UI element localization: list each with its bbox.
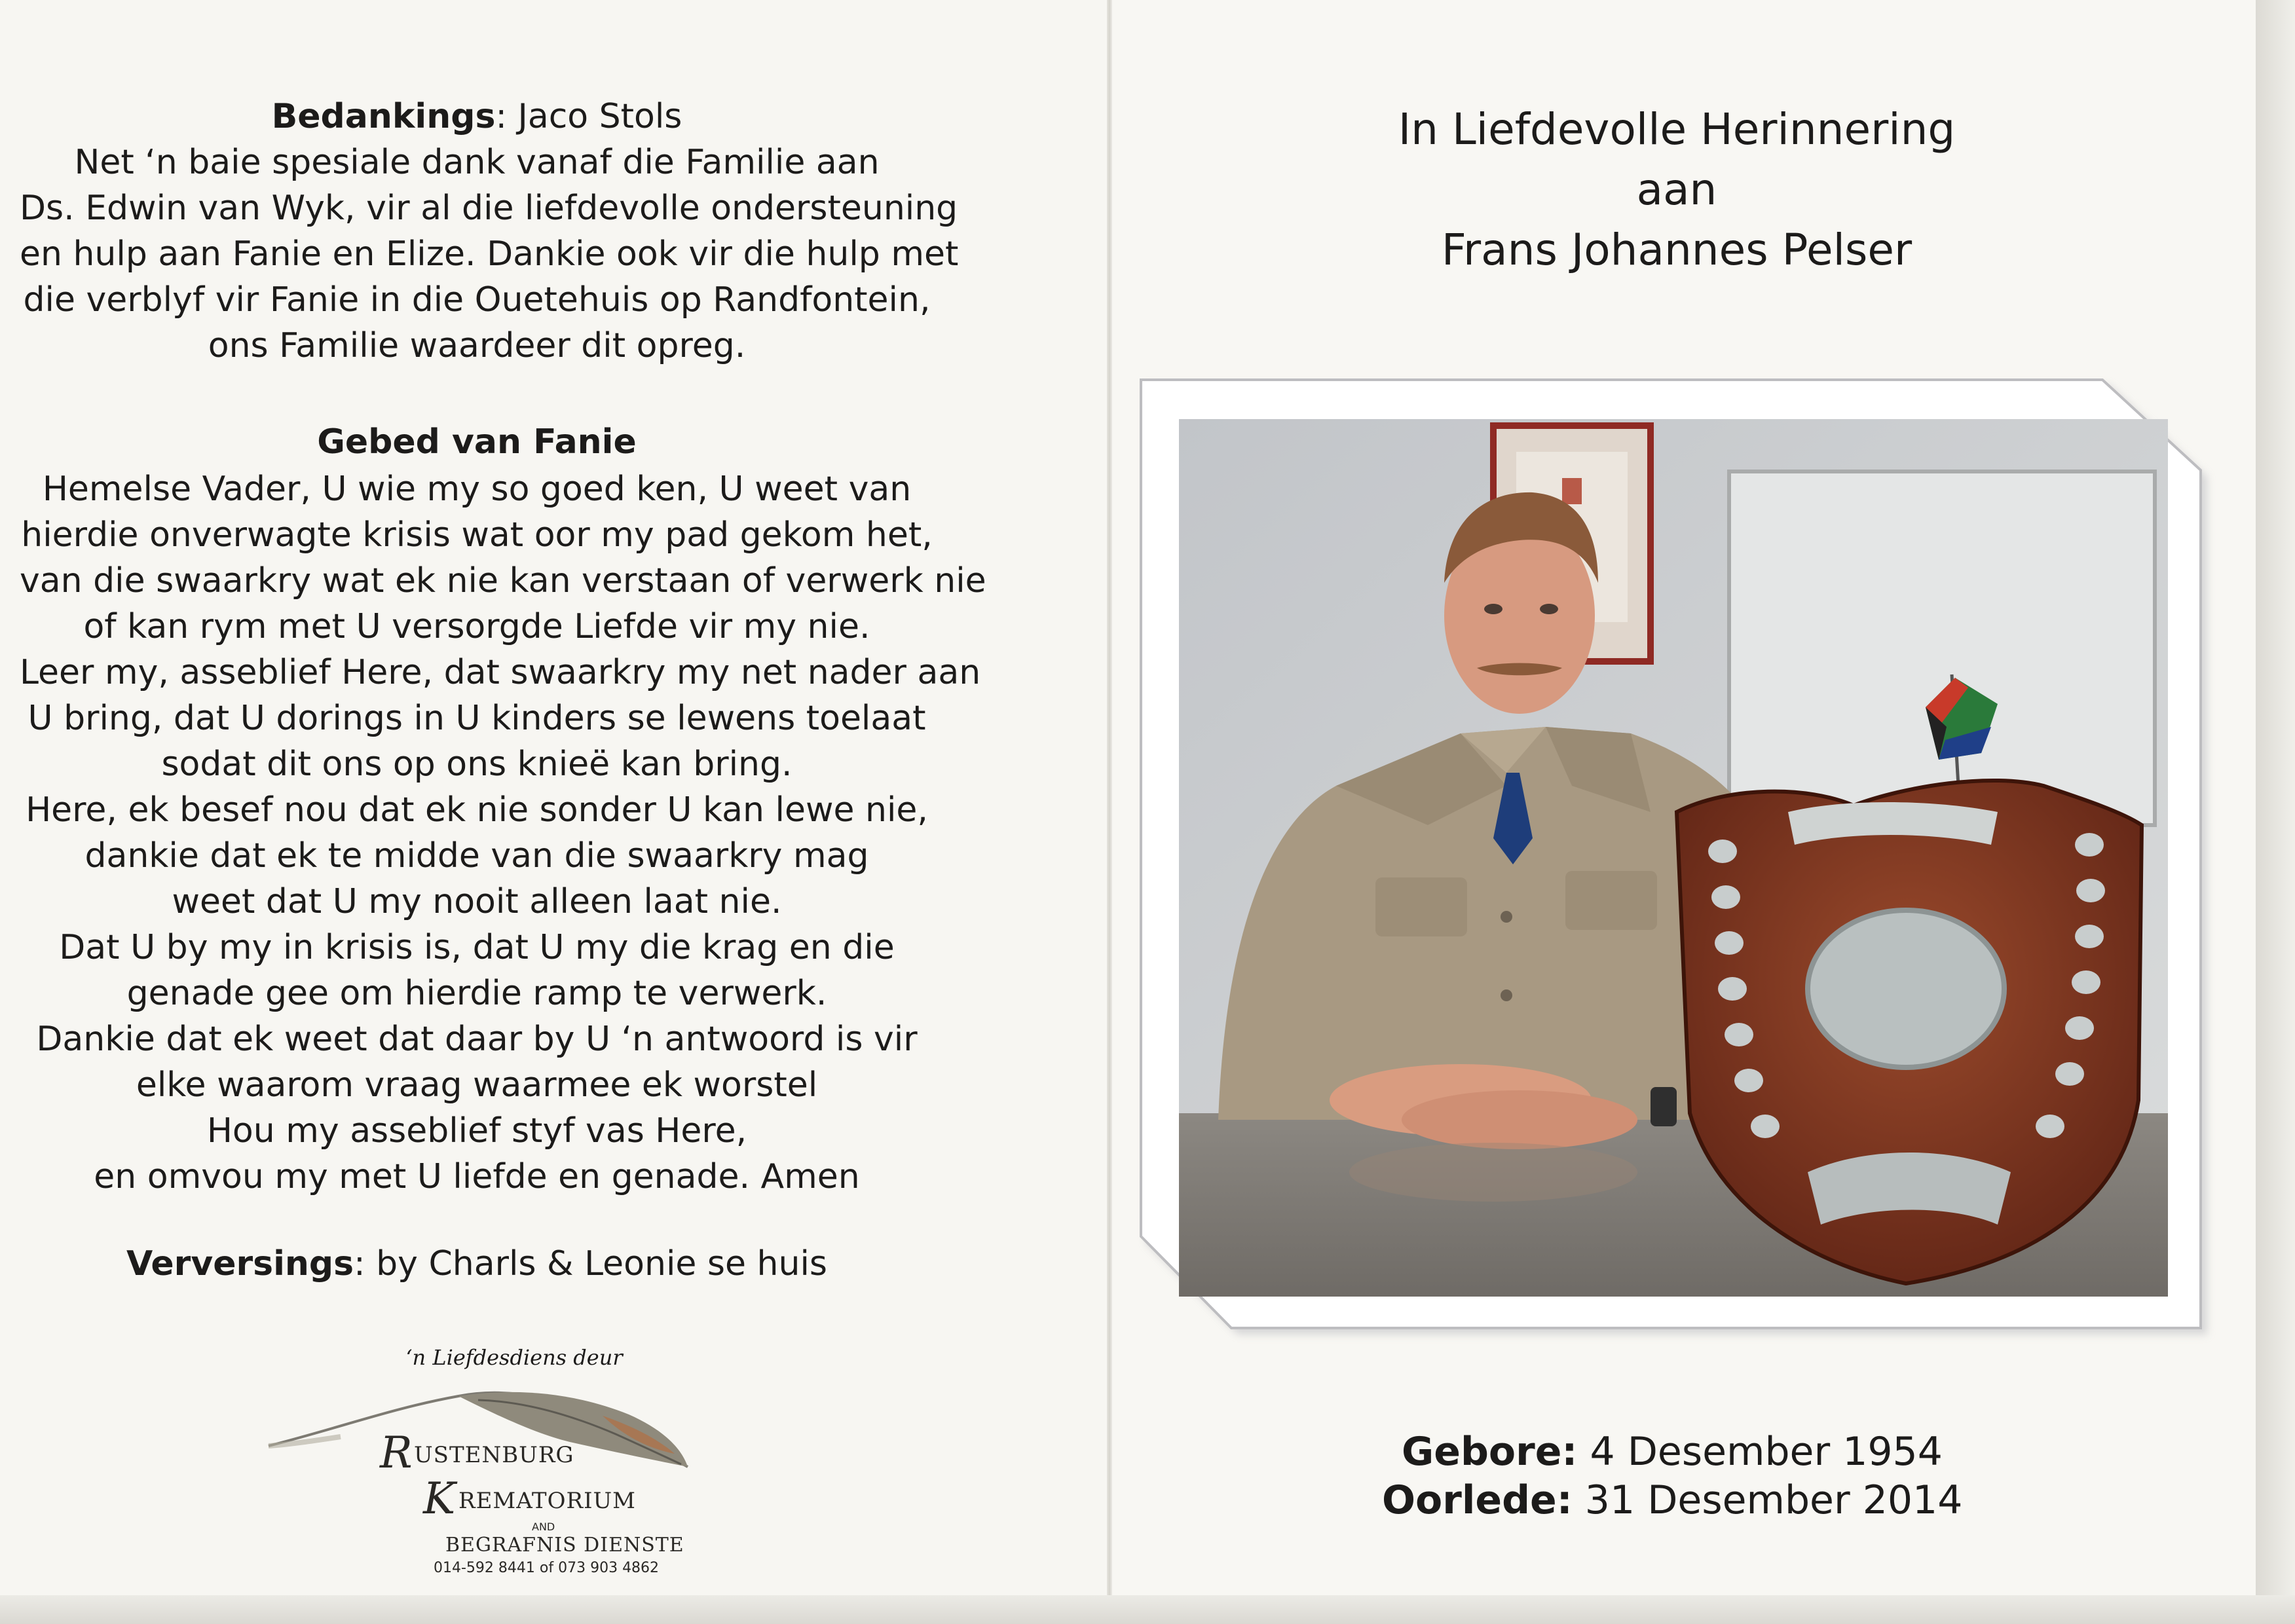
born-line [1402,1428,1962,1476]
prayer-line: of kan rym met U versorgde Liefde vir my nie. [83,607,870,646]
portrait-image [1179,419,2168,1297]
born-date: 4 Desember 1954 [1590,1429,1943,1475]
deceased-name: Frans Johannes Pelser [1441,225,1912,275]
logo-services: BEGRAFNIS DIENSTE [445,1534,684,1557]
memorial-title [1244,100,2109,280]
prayer-line: elke waarom vraag waarmee ek worstel [136,1065,818,1105]
refreshments-line [20,1241,934,1287]
thanks-line: die verblyf vir Fanie in die Ouetehuis op Randfontein, [23,280,931,320]
logo-phone: 014-592 8441 of 073 903 4862 [434,1560,660,1576]
prayer-line: Leer my, asseblief Here, dat swaarkry my net nader aan [20,653,981,692]
died-line [1382,1476,1962,1524]
prayer-line: Dat U by my in krisis is, dat U my die krag en die [59,928,895,967]
scan-edge-bottom [0,1595,2295,1624]
prayer-line: Dankie dat ek weet dat daar by U ‘n antwoord is vir [36,1020,918,1059]
thanks-line: ons Familie waardeer dit opreg. [208,326,746,365]
prayer-line: en omvou my met U liefde en genade. Amen [94,1157,860,1196]
prayer-line: U bring, dat U dorings in U kinders se lewens toelaat [28,699,926,738]
logo-rustenburg: USTENBURG [414,1442,574,1468]
prayer-line: genade gee om hierdie ramp te verwerk. [126,974,827,1013]
thanks-label: Bedankings [271,97,496,136]
life-dates [1382,1428,1963,1524]
prayer-line: dankie dat ek te midde van die swaarkry mag [84,836,869,876]
prayer-line: van die swaarkry wat ek nie kan verstaan of verwerk nie [20,561,986,600]
title-line: In Liefdevolle Herinnering [1398,104,1956,155]
prayer-line: sodat dit ons op ons knieë kan bring. [161,745,793,784]
prayer-line: Hou my asseblief styf vas Here, [206,1111,747,1151]
prayer-section [20,466,986,1200]
thanks-name: : Jaco Stols [495,97,682,136]
logo-r-initial: R [380,1428,413,1478]
logo-krematorium: REMATORIUM [458,1488,636,1514]
prayer-line: hierdie onverwagte krisis wat oor my pad gekom het, [21,515,933,555]
logo-k-initial: K [423,1473,456,1524]
prayer-line: Hemelse Vader, U wie my so goed ken, U weet van [42,470,912,509]
thanks-line: en hulp aan Fanie en Elize. Dankie ook vir die hulp met [20,234,959,274]
portrait-photo [1179,419,2168,1297]
prayer-title: Gebed van Fanie [317,422,637,462]
prayer-line: weet dat U my nooit alleen laat nie. [172,882,782,921]
credit-text: ‘n Liefdesdiens deur [405,1345,623,1370]
refreshments-label: Verversings [126,1244,354,1283]
thanks-heading [20,94,934,139]
died-date: 31 Desember 2014 [1584,1477,1963,1523]
born-label: Gebore: [1402,1429,1578,1475]
page-fold [1107,0,1112,1624]
crematorium-logo [262,1369,707,1585]
title-line: aan [1636,164,1717,215]
thanks-section [20,94,959,369]
prayer-line: Here, ek besef nou dat ek nie sonder U kan lewe nie, [26,790,928,830]
refreshments-text: : by Charls & Leonie se huis [354,1244,827,1283]
logo-and: AND [532,1521,555,1533]
thanks-line: Net ‘n baie spesiale dank vanaf die Familie aan [74,143,880,182]
scan-edge-right [2256,0,2295,1624]
thanks-line: Ds. Edwin van Wyk, vir al die liefdevolle ondersteuning [20,189,958,228]
died-label: Oorlede: [1382,1477,1573,1523]
